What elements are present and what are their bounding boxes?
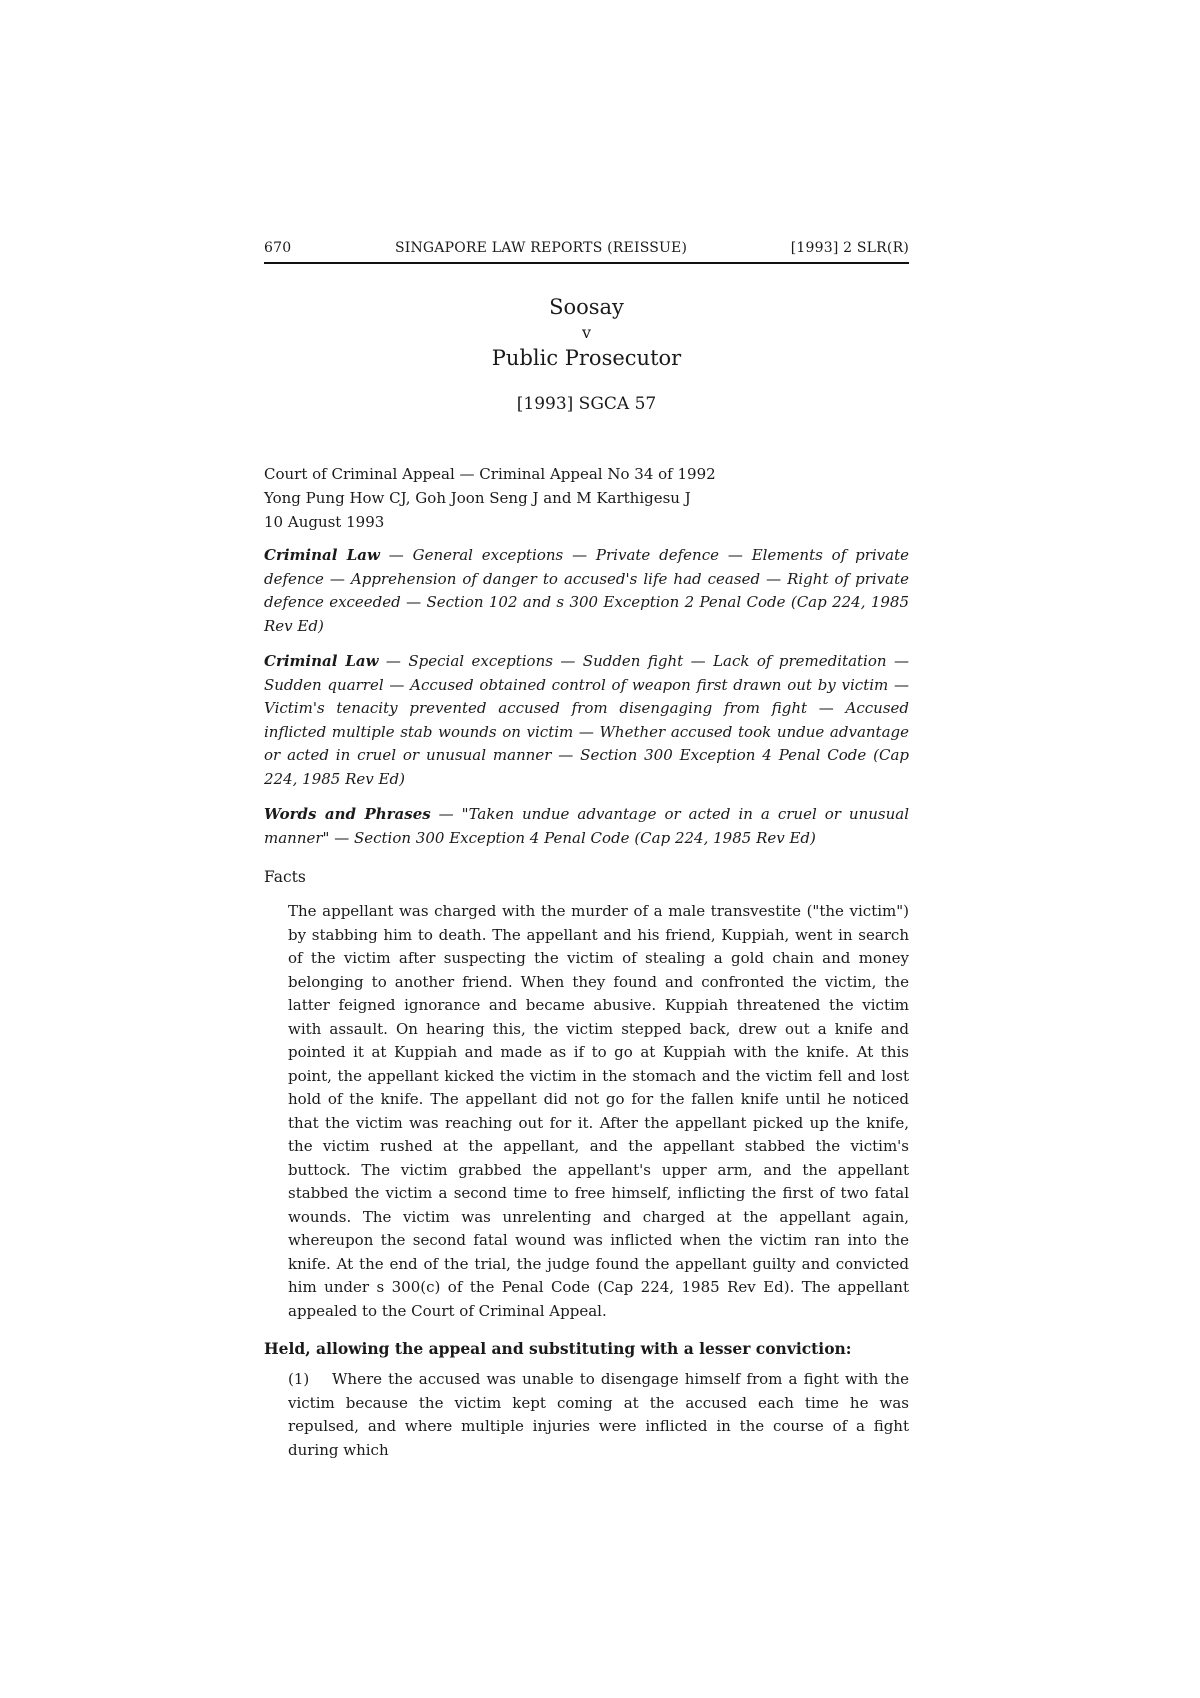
versus: v xyxy=(581,323,592,342)
running-head xyxy=(264,240,909,264)
case-title-block xyxy=(264,294,909,414)
appellant-name: Soosay xyxy=(549,295,624,319)
neutral-citation: [1993] SGCA 57 xyxy=(516,394,657,414)
report-citation: [1993] 2 SLR(R) xyxy=(790,240,909,256)
page-number: 670 xyxy=(264,240,292,256)
held-heading: Held, allowing the appeal and substituting with a lesser conviction: xyxy=(264,1339,852,1358)
held-item-text: Where the accused was unable to disengage himself from a fight with the victim because the victim kept coming at the accused each time he was repulsed, and where multiple injuries were inflicted in the course of a fight during which xyxy=(288,1370,909,1459)
case-meta xyxy=(264,462,909,534)
facts-body: The appellant was charged with the murder of a male transvestite ("the victim") by stabbing him to death. The appellant and his friend, Kuppiah, went in search of the victim after suspecting the victim of stealing a gold chain and money belonging to another friend. When they found and confronted the victim, the latter feigned ignorance and became abusive. Kuppiah threatened the victim with assault. On hearing this, the victim stepped back, drew out a knife and pointed it at Kuppiah and made as if to go at Kuppiah with the knife. At this point, the appellant kicked the victim in the stomach and the victim fell and lost hold of the knife. The appellant did not go for the fallen knife until he noticed that the victim was reaching out for it. After the appellant picked up the knife, the victim rushed at the appellant, and the appellant stabbed the victim's buttock. The victim grabbed the appellant's upper arm, and the appellant stabbed the victim a second time to free himself, inflicting the first of two fatal wounds. The victim was unrelenting and charged at the appellant again, whereupon the second fatal wound was inflicted when the victim ran into the knife. At the end of the trial, the judge found the appellant guilty and convicted him under s 300(c) of the Penal Code (Cap 224, 1985 Rev Ed). The appellant appealed to the Court of Criminal Appeal. xyxy=(288,902,909,1320)
catchword-paragraph: Criminal Law — Special exceptions — Sudden fight — Lack of premeditation — Sudden quarrel — Accused obtained control of weapon first drawn out by victim — Victim's tenacity prevented accused from disengaging from fight — Accused inflicted multiple stab wounds on victim — Whether accused took undue advantage or acted in cruel or unusual manner — Section 300 Exception 4 Penal Code (Cap 224, 1985 Rev Ed) xyxy=(264,652,909,788)
facts-heading: Facts xyxy=(264,868,306,886)
catchword-paragraph: Words and Phrases — "Taken undue advantage or acted in a cruel or unusual manner" — Section 300 Exception 4 Penal Code (Cap 224, 1985 Rev Ed) xyxy=(264,805,910,847)
respondent-name: Public Prosecutor xyxy=(491,346,682,370)
coram-line: Yong Pung How CJ, Goh Joon Seng J and M Karthigesu J xyxy=(264,489,691,507)
catchword-paragraph: Criminal Law — General exceptions — Private defence — Elements of private defence — Apprehension of danger to accused's life had ceased — Right of private defence exceeded — Section 102 and s 300 Exception 2 Penal Code (Cap 224, 1985 Rev Ed) xyxy=(264,546,909,635)
document-page xyxy=(264,240,909,1462)
publication-title: SINGAPORE LAW REPORTS (REISSUE) xyxy=(394,240,688,256)
catchwords xyxy=(264,544,909,850)
held-item-number: (1) xyxy=(288,1370,310,1388)
held-item xyxy=(288,1368,909,1462)
decision-date: 10 August 1993 xyxy=(264,513,385,531)
court-line: Court of Criminal Appeal — Criminal Appeal No 34 of 1992 xyxy=(264,465,716,483)
